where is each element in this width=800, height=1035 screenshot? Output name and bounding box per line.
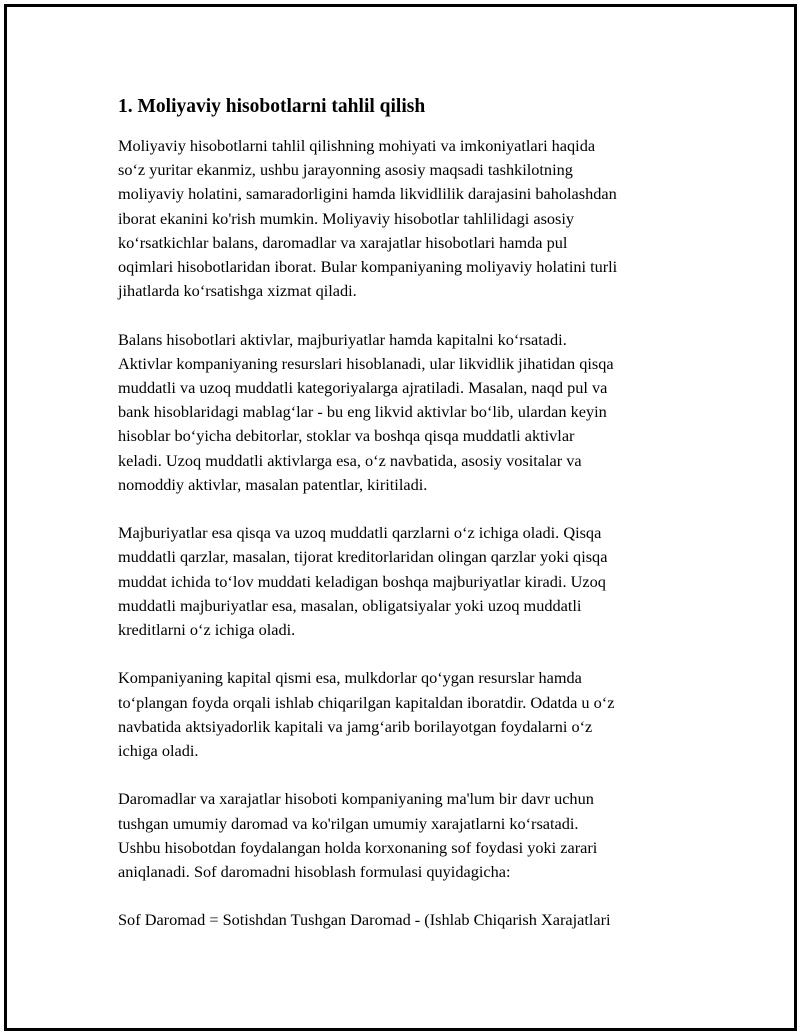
text-line: Moliyaviy hisobotlarni tahlil qilishning mohiyati va imkoniyatlari haqida	[118, 136, 596, 155]
text-line: Daromadlar va xarajatlar hisoboti kompaniyaning ma'lum bir davr uchun	[118, 789, 594, 809]
paragraph-formula	[118, 908, 688, 932]
paragraph-intro	[118, 134, 688, 303]
text-line: tushgan umumiy daromad va ko'rilgan umumiy xarajatlarni ko‘rsatadi.	[118, 813, 579, 833]
text-line: to‘plangan foyda orqali ishlab chiqarilgan kapitaldan iboratdir. Odatda u o‘z	[118, 692, 615, 712]
text-line: moliyaviy holatini, samaradorligini hamda likvidlilik darajasini baholashdan	[118, 184, 617, 204]
text-line: ichiga oladi.	[118, 741, 199, 761]
section-heading: 1. Moliyaviy hisobotlarni tahlil qilish	[118, 96, 426, 117]
text-line: ko‘rsatkichlar balans, daromadlar va xarajatlar hisobotlari hamda pul	[118, 232, 568, 252]
text-line: kreditlarni o‘z ichiga oladi.	[118, 620, 296, 640]
paragraph-balance	[118, 328, 688, 497]
text-line: muddatli va uzoq muddatli kategoriyalarga ajratiladi. Masalan, naqd pul va	[118, 378, 608, 398]
text-line: muddatli qarzlar, masalan, tijorat kreditorlaridan olingan qarzlar yoki qisqa	[118, 547, 608, 567]
text-line: Kompaniyaning kapital qismi esa, mulkdorlar qo‘ygan resurslar hamda	[118, 668, 582, 688]
text-line: navbatida aktsiyadorlik kapitali va jamg‘arib borilayotgan foydalarni o‘z	[118, 716, 593, 736]
formula-line: Sof Daromad = Sotishdan Tushgan Daromad - (Ishlab Chiqarish Xarajatlari	[118, 910, 611, 930]
paragraph-income-statement	[118, 787, 688, 884]
text-line: bank hisoblaridagi mablag‘lar - bu eng likvid aktivlar bo‘lib, ulardan keyin	[118, 402, 607, 422]
text-line: Balans hisobotlari aktivlar, majburiyatlar hamda kapitalni ko‘rsatadi.	[118, 329, 567, 349]
paragraph-equity	[118, 666, 688, 763]
text-line: jihatlarda ko‘rsatishga xizmat qiladi.	[118, 281, 357, 301]
text-line: keladi. Uzoq muddatli aktivlarga esa, o‘z navbatida, asosiy vositalar va	[118, 450, 582, 470]
text-line: oqimlari hisobotlaridan iborat. Bular kompaniyaning moliyaviy holatini turli	[118, 257, 618, 277]
text-line: aniqlanadi. Sof daromadni hisoblash formulasi quyidagicha:	[118, 862, 511, 882]
paragraph-liabilities	[118, 521, 688, 642]
text-line: iborat ekanini ko'rish mumkin. Moliyaviy hisobotlar tahlilidagi asosiy	[118, 208, 575, 228]
text-line: muddat ichida to‘lov muddati keladigan boshqa majburiyatlar kiradi. Uzoq	[118, 571, 606, 591]
text-line: Aktivlar kompaniyaning resurslari hisoblanadi, ular likvidlik jihatidan qisqa	[118, 353, 614, 373]
text-line: hisoblar bo‘yicha debitorlar, stoklar va boshqa qisqa muddatli aktivlar	[118, 426, 575, 446]
text-line: Majburiyatlar esa qisqa va uzoq muddatli qarzlarni o‘z ichiga oladi. Qisqa	[118, 523, 602, 543]
text-line: so‘z yuritar ekanmiz, ushbu jarayonning asosiy maqsadi tashkilotning	[118, 160, 573, 180]
text-line: nomoddiy aktivlar, masalan patentlar, kiritiladi.	[118, 474, 428, 494]
text-line: muddatli majburiyatlar esa, masalan, obligatsiyalar yoki uzoq muddatli	[118, 595, 582, 615]
document-body	[118, 92, 688, 957]
text-line: Ushbu hisobotdan foydalangan holda korxonaning sof foydasi yoki zarari	[118, 837, 598, 857]
